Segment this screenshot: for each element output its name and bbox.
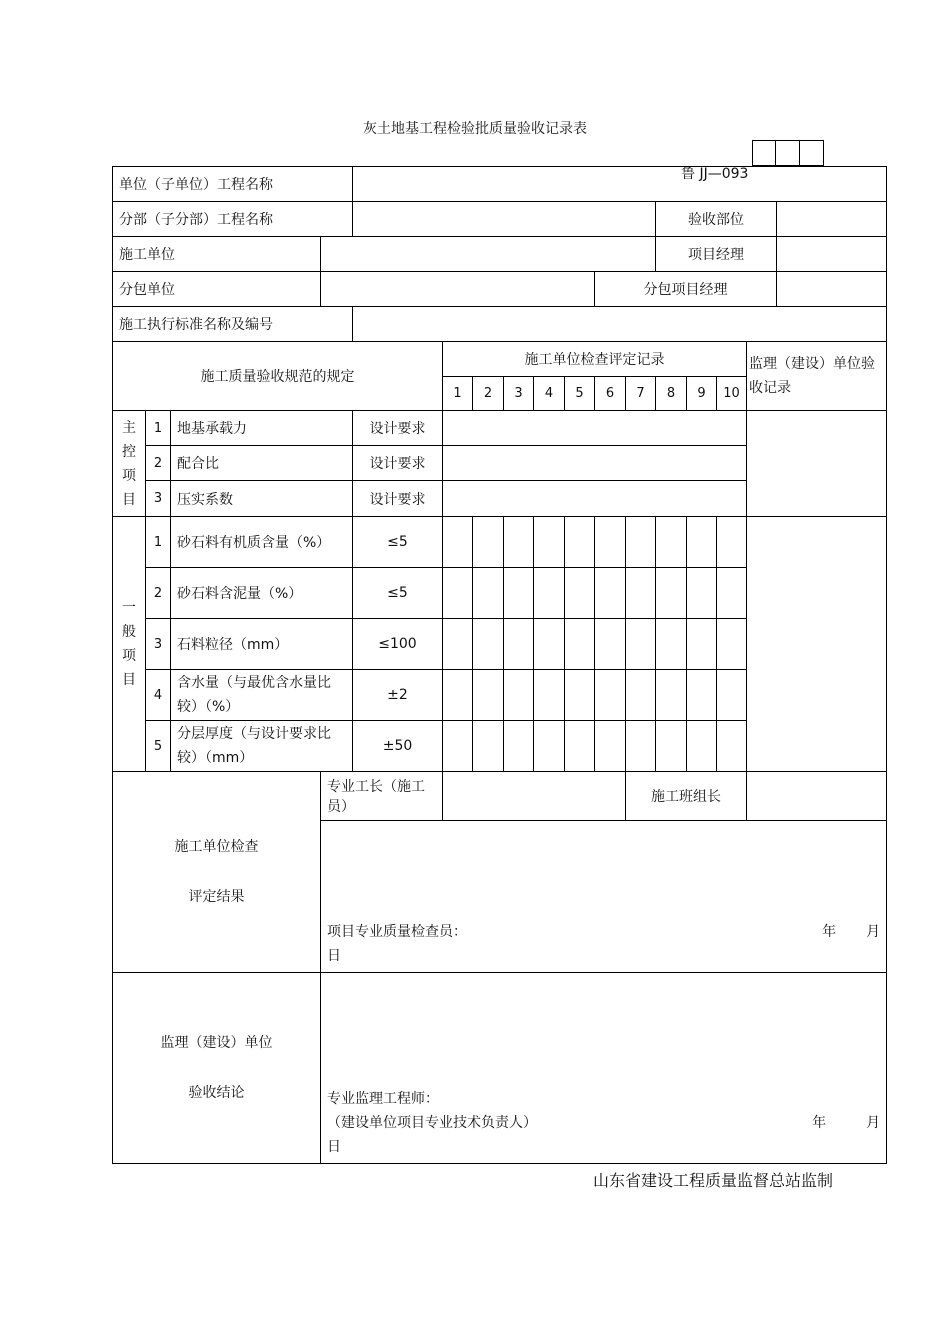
check-record-header: 施工单位检查评定记录	[443, 342, 747, 377]
supervision-header: 监理（建设）单位验收记录	[747, 342, 887, 411]
general-item-name: 砂石料含泥量（%）	[171, 568, 353, 619]
supervision-result-label-line2: 验收结论	[188, 1085, 245, 1101]
check-cell[interactable]	[473, 619, 504, 670]
check-cell[interactable]	[687, 568, 717, 619]
spec-header: 施工质量验收规范的规定	[113, 342, 443, 411]
check-cell[interactable]	[626, 619, 656, 670]
foreman-label: 专业工长（施工员）	[321, 772, 443, 821]
standard-label: 施工执行标准名称及编号	[113, 307, 353, 342]
sub-project-manager-value[interactable]	[777, 272, 887, 307]
check-cell[interactable]	[656, 670, 687, 721]
check-cell[interactable]	[504, 517, 534, 568]
check-cell[interactable]	[534, 721, 565, 772]
check-cell[interactable]	[534, 619, 565, 670]
project-manager-label: 项目经理	[656, 237, 777, 272]
general-item-no: 4	[146, 670, 171, 721]
check-cell[interactable]	[717, 568, 747, 619]
general-item-name: 分层厚度（与设计要求比较）（mm）	[171, 721, 353, 772]
check-cell[interactable]	[626, 517, 656, 568]
check-cell[interactable]	[595, 568, 626, 619]
standard-value[interactable]	[353, 307, 887, 342]
general-item-requirement: ≤5	[353, 517, 443, 568]
main-item-no: 1	[146, 411, 171, 446]
general-item-name: 含水量（与最优含水量比较）（%）	[171, 670, 353, 721]
general-item-requirement: ±50	[353, 721, 443, 772]
check-cell[interactable]	[687, 619, 717, 670]
check-cell[interactable]	[717, 619, 747, 670]
contractor-result-label-line1: 施工单位检查	[174, 839, 259, 855]
form-code: 鲁 JJ—093	[681, 166, 749, 182]
check-cell[interactable]	[443, 670, 473, 721]
day-label: 日	[327, 1139, 341, 1155]
check-cell[interactable]	[504, 619, 534, 670]
acceptance-part-value[interactable]	[777, 202, 887, 237]
check-cell[interactable]	[656, 517, 687, 568]
main-item-requirement: 设计要求	[353, 446, 443, 481]
general-item-requirement: ≤100	[353, 619, 443, 670]
check-col-3: 3	[504, 377, 534, 411]
check-col-7: 7	[626, 377, 656, 411]
year-label: 年	[822, 924, 837, 940]
check-col-8: 8	[656, 377, 687, 411]
main-item-check-cell[interactable]	[443, 481, 747, 517]
supervision-engineer-note: （建设单位项目专业技术负责人）	[327, 1115, 537, 1131]
check-cell[interactable]	[595, 670, 626, 721]
contractor-result-label	[113, 772, 321, 973]
supervision-result-label	[113, 973, 321, 1164]
check-cell[interactable]	[534, 568, 565, 619]
check-cell[interactable]	[443, 568, 473, 619]
main-item-name: 地基承载力	[171, 411, 353, 446]
main-items-supervision-cell[interactable]	[747, 411, 887, 517]
check-cell[interactable]	[443, 619, 473, 670]
check-cell[interactable]	[534, 670, 565, 721]
foreman-value[interactable]	[443, 772, 626, 821]
main-items-label: 主控项目	[113, 411, 146, 517]
supervision-engineer-label: 专业监理工程师：	[327, 1091, 439, 1107]
check-cell[interactable]	[565, 619, 595, 670]
check-cell[interactable]	[687, 517, 717, 568]
main-item-name: 配合比	[171, 446, 353, 481]
check-col-9: 9	[687, 377, 717, 411]
main-item-check-cell[interactable]	[443, 446, 747, 481]
subcontractor-label: 分包单位	[113, 272, 321, 307]
unit-project-label: 单位（子单位）工程名称	[113, 167, 353, 202]
check-cell[interactable]	[565, 721, 595, 772]
check-cell[interactable]	[595, 721, 626, 772]
check-cell[interactable]	[656, 568, 687, 619]
contractor-signature-area[interactable]	[321, 821, 887, 973]
check-cell[interactable]	[565, 568, 595, 619]
check-cell[interactable]	[687, 721, 717, 772]
inspection-form-table	[112, 166, 887, 1164]
main-item-no: 3	[146, 481, 171, 517]
check-cell[interactable]	[656, 721, 687, 772]
general-items-label: 一般项目	[113, 517, 146, 772]
main-item-no: 2	[146, 446, 171, 481]
month-label: 月	[866, 1115, 881, 1131]
project-manager-value[interactable]	[777, 237, 887, 272]
check-col-10: 10	[717, 377, 747, 411]
day-label: 日	[327, 948, 341, 964]
check-col-6: 6	[595, 377, 626, 411]
main-item-check-cell[interactable]	[443, 411, 747, 446]
check-cell[interactable]	[534, 517, 565, 568]
general-item-no: 5	[146, 721, 171, 772]
check-cell[interactable]	[504, 721, 534, 772]
team-leader-value[interactable]	[747, 772, 887, 821]
general-item-name: 砂石料有机质含量（%）	[171, 517, 353, 568]
acceptance-part-label: 验收部位	[656, 202, 777, 237]
main-item-requirement: 设计要求	[353, 481, 443, 517]
check-cell[interactable]	[565, 670, 595, 721]
check-cell[interactable]	[473, 670, 504, 721]
team-leader-label: 施工班组长	[626, 772, 747, 821]
contractor-result-label-line2: 评定结果	[188, 889, 245, 905]
check-cell[interactable]	[473, 721, 504, 772]
supervision-result-label-line1: 监理（建设）单位	[160, 1035, 273, 1051]
general-item-no: 1	[146, 517, 171, 568]
general-items-supervision-cell[interactable]	[747, 517, 887, 772]
check-cell[interactable]	[473, 568, 504, 619]
check-cell[interactable]	[626, 670, 656, 721]
check-col-4: 4	[534, 377, 565, 411]
check-cell[interactable]	[687, 670, 717, 721]
unit-project-value[interactable]	[353, 167, 887, 202]
general-item-name: 石料粒径（mm）	[171, 619, 353, 670]
check-col-5: 5	[565, 377, 595, 411]
general-item-requirement: ≤5	[353, 568, 443, 619]
general-item-no: 3	[146, 619, 171, 670]
supervision-signature-area[interactable]	[321, 973, 887, 1164]
check-col-2: 2	[473, 377, 504, 411]
quality-inspector-label: 项目专业质量检查员：	[327, 924, 467, 940]
check-cell[interactable]	[626, 568, 656, 619]
year-label: 年	[812, 1115, 827, 1131]
main-item-requirement: 设计要求	[353, 411, 443, 446]
main-item-name: 压实系数	[171, 481, 353, 517]
contractor-value[interactable]	[321, 237, 656, 272]
check-cell[interactable]	[595, 517, 626, 568]
check-col-1: 1	[443, 377, 473, 411]
subcontractor-value[interactable]	[321, 272, 595, 307]
check-cell[interactable]	[504, 670, 534, 721]
sub-project-manager-label: 分包项目经理	[595, 272, 777, 307]
general-item-no: 2	[146, 568, 171, 619]
check-cell[interactable]	[626, 721, 656, 772]
sub-project-label: 分部（子分部）工程名称	[113, 202, 353, 237]
form-title: 灰土地基工程检验批质量验收记录表	[363, 121, 587, 137]
check-cell[interactable]	[504, 568, 534, 619]
general-item-requirement: ±2	[353, 670, 443, 721]
check-cell[interactable]	[656, 619, 687, 670]
check-cell[interactable]	[443, 721, 473, 772]
check-cell[interactable]	[717, 517, 747, 568]
sub-project-value[interactable]	[353, 202, 656, 237]
footer-issuer: 山东省建设工程质量监督总站监制	[593, 1171, 834, 1190]
check-cell[interactable]	[473, 517, 504, 568]
check-cell[interactable]	[595, 619, 626, 670]
check-cell[interactable]	[565, 517, 595, 568]
check-cell[interactable]	[443, 517, 473, 568]
month-label: 月	[866, 924, 881, 940]
check-cell[interactable]	[717, 721, 747, 772]
check-cell[interactable]	[717, 670, 747, 721]
contractor-label: 施工单位	[113, 237, 321, 272]
code-boxes	[752, 140, 824, 166]
